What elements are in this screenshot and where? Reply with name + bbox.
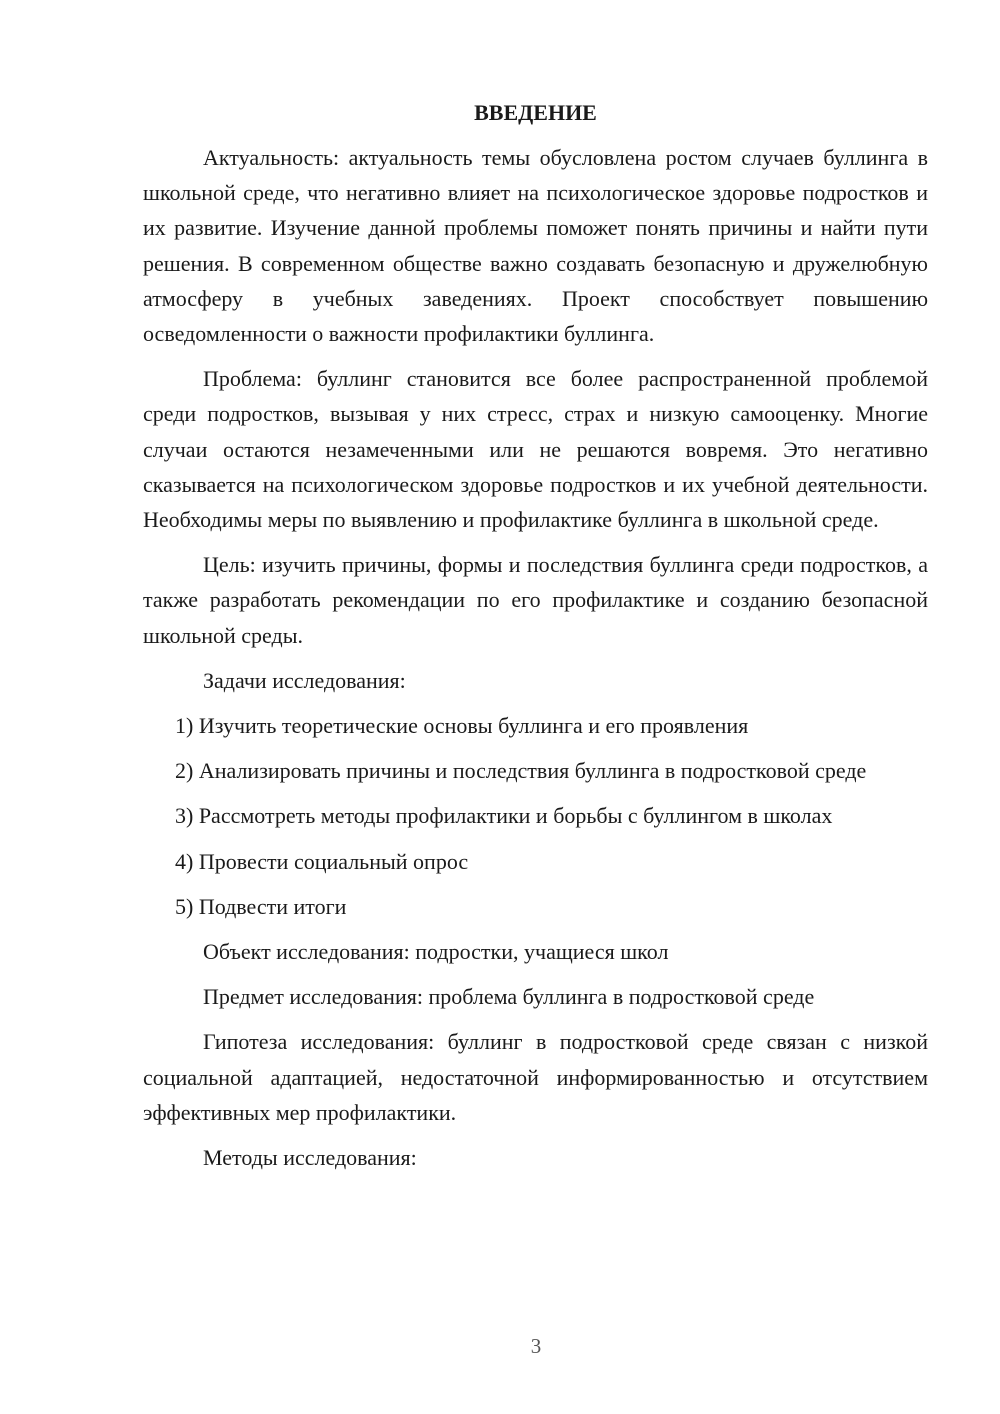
task-item-3: 3) Рассмотреть методы профилактики и борьбы с буллингом в школах (175, 803, 833, 829)
subject-line: Предмет исследования: проблема буллинга в подростковой среде (203, 984, 815, 1010)
hypothesis-paragraph: Гипотеза исследования: буллинг в подростковой среде связан с низкой социальной адаптацией, недостаточной информированностью и отсутствием эффективных мер профилактики. (143, 1029, 928, 1125)
relevance-paragraph: Актуальность: актуальность темы обусловлена ростом случаев буллинга в школьной среде, что негативно влияет на психологическое здоровье подростков и их развитие. Изучение данной проблемы поможет понять причины и найти пути решения. В современном обществе важно создавать безопасную и дружелюбную атмосферу в учебных заведениях. Проект способствует повышению осведомленности о важности профилактики буллинга. (143, 145, 928, 347)
task-item-1: 1) Изучить теоретические основы буллинга и его проявления (175, 713, 749, 739)
task-item-5: 5) Подвести итоги (175, 893, 347, 919)
section-title: ВВЕДЕНИЕ (474, 100, 597, 125)
object-line: Объект исследования: подростки, учащиеся школ (203, 939, 669, 965)
page-content (143, 95, 928, 1185)
goal-paragraph: Цель: изучить причины, формы и последствия буллинга среди подростков, а также разработать рекомендации по его профилактике и созданию безопасной школьной среды. (143, 552, 928, 648)
methods-heading: Методы исследования: (203, 1145, 417, 1171)
task-item-4: 4) Провести социальный опрос (175, 848, 469, 874)
tasks-heading: Задачи исследования: (203, 667, 406, 693)
page-number: 3 (530, 1334, 542, 1358)
task-item-2: 2) Анализировать причины и последствия буллинга в подростковой среде (175, 758, 867, 784)
problem-paragraph: Проблема: буллинг становится все более распространенной проблемой среди подростков, вызывая у них стресс, страх и низкую самооценку. Многие случаи остаются незамеченными или не решаются вовремя. Это негативно сказывается на психологическом здоровье подростков и их учебной деятельности. Необходимы меры по выявлению и профилактике буллинга в школьной среде. (143, 366, 928, 533)
